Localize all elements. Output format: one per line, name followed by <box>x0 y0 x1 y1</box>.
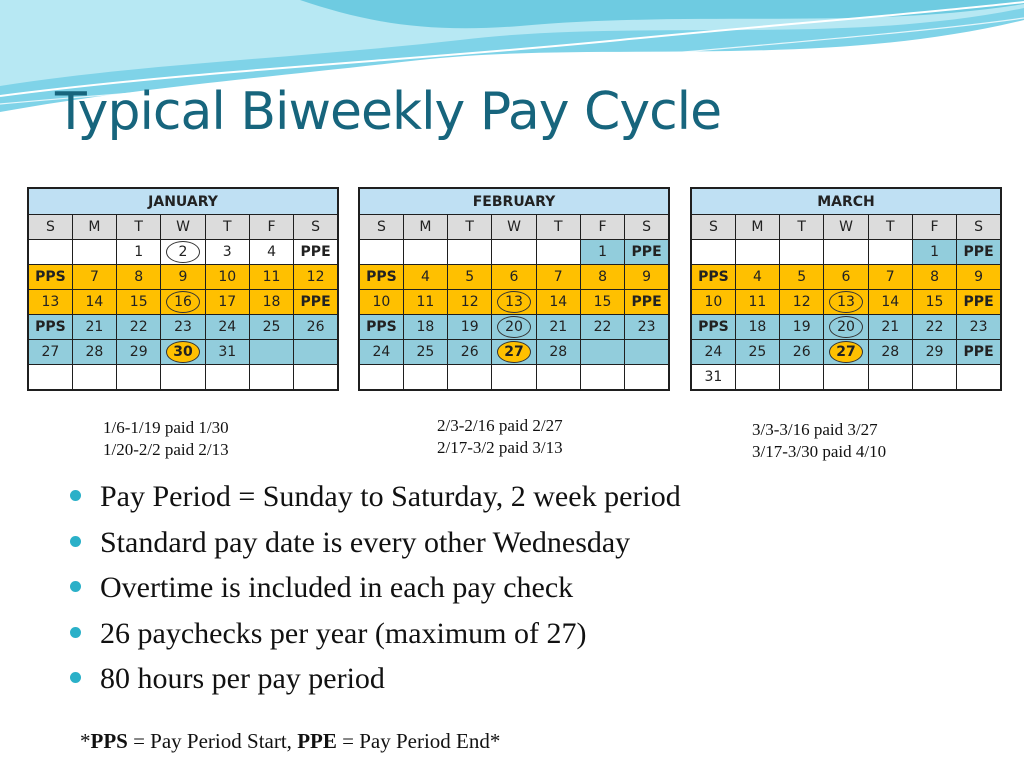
calendar-empty-cell <box>72 240 116 265</box>
calendar-day-cell: 25 <box>403 340 447 365</box>
calendar-day-cell <box>492 290 536 315</box>
bullet-item <box>70 613 681 659</box>
bullet-text: 26 paychecks per year (maximum of 27) <box>100 616 587 650</box>
weekday-header: F <box>249 215 293 240</box>
calendar-empty-cell <box>580 340 624 365</box>
calendar-day-cell: 15 <box>912 290 956 315</box>
calendar-day-cell: 25 <box>735 340 779 365</box>
calendar-day-cell: 3 <box>205 240 249 265</box>
pay-week-circle: 13 <box>829 291 863 313</box>
legend-pps-text: = Pay Period Start, <box>127 729 298 753</box>
pay-week-circle: 20 <box>829 316 863 338</box>
calendar-empty-cell <box>359 240 403 265</box>
calendar-day-cell: 26 <box>448 340 492 365</box>
weekday-header: T <box>205 215 249 240</box>
bullet-item <box>70 567 681 613</box>
pay-period-marker: PPE <box>294 290 338 315</box>
calendar-empty-cell <box>294 340 338 365</box>
weekday-header: T <box>868 215 912 240</box>
abbreviation-legend <box>80 729 500 754</box>
calendar-day-cell: 6 <box>824 265 868 290</box>
pay-note-line: 2/17-3/2 paid 3/13 <box>437 438 563 457</box>
calendar-empty-cell <box>912 365 956 391</box>
weekday-header: F <box>580 215 624 240</box>
calendar-day-cell: 24 <box>205 315 249 340</box>
pay-period-marker: PPS <box>28 265 72 290</box>
calendar-january <box>27 187 339 391</box>
month-header: FEBRUARY <box>359 188 669 215</box>
calendar-day-cell: 18 <box>249 290 293 315</box>
calendar-empty-cell <box>161 365 205 391</box>
calendar-day-cell: 14 <box>72 290 116 315</box>
calendar-day-cell: 28 <box>868 340 912 365</box>
calendar-empty-cell <box>205 365 249 391</box>
calendar-day-cell: 31 <box>691 365 735 391</box>
calendar-empty-cell <box>735 365 779 391</box>
calendar-day-cell: 21 <box>536 315 580 340</box>
calendar-day-cell: 22 <box>117 315 161 340</box>
weekday-header: F <box>912 215 956 240</box>
pay-week-circle: 13 <box>497 291 531 313</box>
bullet-text: Pay Period = Sunday to Saturday, 2 week period <box>100 480 681 513</box>
calendar-day-cell: 9 <box>957 265 1001 290</box>
bullet-item <box>70 476 681 522</box>
calendar-day-cell: 26 <box>780 340 824 365</box>
calendar-day-cell: 10 <box>691 290 735 315</box>
calendar-empty-cell <box>28 365 72 391</box>
bullet-text: Overtime is included in each pay check <box>100 571 574 604</box>
calendar-day-cell: 23 <box>957 315 1001 340</box>
bullet-text: Standard pay date is every other Wednesday <box>100 525 631 559</box>
calendar-empty-cell <box>868 240 912 265</box>
calendar-day-cell: 25 <box>249 315 293 340</box>
calendar-day-cell: 7 <box>536 265 580 290</box>
calendar-day-cell: 26 <box>294 315 338 340</box>
weekday-header: M <box>735 215 779 240</box>
calendar-day-cell: 4 <box>735 265 779 290</box>
pay-period-marker: PPS <box>359 315 403 340</box>
calendar-empty-cell <box>359 365 403 391</box>
calendar-day-cell: 8 <box>912 265 956 290</box>
pay-note-january <box>103 417 229 461</box>
slide-title: Typical Biweekly Pay Cycle <box>55 82 722 142</box>
weekday-header: W <box>161 215 205 240</box>
calendar-empty-cell <box>868 365 912 391</box>
bullet-list <box>70 476 681 704</box>
weekday-header: M <box>403 215 447 240</box>
pay-period-marker: PPS <box>28 315 72 340</box>
weekday-header: T <box>780 215 824 240</box>
bullet-dot-icon <box>70 490 81 501</box>
weekday-header: M <box>72 215 116 240</box>
pay-note-march <box>752 419 886 463</box>
weekday-header: W <box>492 215 536 240</box>
pay-week-circle: 2 <box>166 241 200 263</box>
pay-period-marker: PPS <box>691 265 735 290</box>
weekday-header: S <box>957 215 1001 240</box>
calendar-day-cell: 5 <box>780 265 824 290</box>
bullet-item <box>70 522 681 568</box>
weekday-header: S <box>625 215 669 240</box>
calendar-empty-cell <box>294 365 338 391</box>
pay-note-line: 3/17-3/30 paid 4/10 <box>752 442 887 461</box>
calendar-day-cell: 11 <box>735 290 779 315</box>
pay-period-marker: PPS <box>691 315 735 340</box>
pay-note-line: 1/20-2/2 paid 2/13 <box>103 440 229 459</box>
weekday-header: W <box>824 215 868 240</box>
calendar-empty-cell <box>403 365 447 391</box>
weekday-header: S <box>691 215 735 240</box>
calendar-day-cell: 21 <box>72 315 116 340</box>
calendar-day-cell: 23 <box>161 315 205 340</box>
calendar-day-cell: 23 <box>625 315 669 340</box>
calendar-day-cell: 1 <box>580 240 624 265</box>
calendar-day-cell: 28 <box>536 340 580 365</box>
calendar-empty-cell <box>448 240 492 265</box>
calendar-day-cell: 22 <box>580 315 624 340</box>
calendar-day-cell: 9 <box>161 265 205 290</box>
pay-note-february <box>437 415 563 459</box>
calendar-day-cell: 28 <box>72 340 116 365</box>
calendar-day-cell: 8 <box>117 265 161 290</box>
calendar-empty-cell <box>492 240 536 265</box>
calendar-empty-cell <box>536 240 580 265</box>
calendar-day-cell: 4 <box>249 240 293 265</box>
calendar-empty-cell <box>28 240 72 265</box>
calendar-day-cell: 18 <box>735 315 779 340</box>
calendar-day-cell: 27 <box>28 340 72 365</box>
payday-circle: 27 <box>829 341 863 363</box>
calendar-empty-cell <box>735 240 779 265</box>
calendar-day-cell: 12 <box>780 290 824 315</box>
payday-circle: 30 <box>166 341 200 363</box>
calendar-day-cell: 11 <box>403 290 447 315</box>
calendar-day-cell: 22 <box>912 315 956 340</box>
pay-note-line: 3/3-3/16 paid 3/27 <box>752 420 878 439</box>
calendar-empty-cell <box>492 365 536 391</box>
calendar-day-cell: 29 <box>117 340 161 365</box>
legend-prefix: * <box>80 729 91 753</box>
bullet-item <box>70 658 681 704</box>
calendar-day-cell: 5 <box>448 265 492 290</box>
calendar-empty-cell <box>249 340 293 365</box>
calendar-day-cell <box>824 340 868 365</box>
weekday-header: S <box>359 215 403 240</box>
pay-period-marker: PPE <box>625 290 669 315</box>
calendar-empty-cell <box>448 365 492 391</box>
calendar-day-cell: 18 <box>403 315 447 340</box>
month-header: JANUARY <box>28 188 338 215</box>
calendar-day-cell <box>492 315 536 340</box>
pay-week-circle: 16 <box>166 291 200 313</box>
weekday-header: T <box>448 215 492 240</box>
calendar-empty-cell <box>824 240 868 265</box>
calendar-empty-cell <box>403 240 447 265</box>
calendar-day-cell: 12 <box>294 265 338 290</box>
legend-pps-abbr: PPS <box>90 729 128 753</box>
calendar-day-cell: 24 <box>691 340 735 365</box>
pay-note-line: 2/3-2/16 paid 2/27 <box>437 416 563 435</box>
calendar-day-cell: 19 <box>448 315 492 340</box>
pay-period-marker: PPE <box>957 290 1001 315</box>
calendar-empty-cell <box>691 240 735 265</box>
calendar-day-cell: 7 <box>868 265 912 290</box>
calendar-empty-cell <box>625 365 669 391</box>
calendar-day-cell: 10 <box>359 290 403 315</box>
pay-period-marker: PPE <box>957 340 1001 365</box>
calendar-empty-cell <box>72 365 116 391</box>
weekday-header: S <box>28 215 72 240</box>
calendar-day-cell: 1 <box>912 240 956 265</box>
bullet-dot-icon <box>70 581 81 592</box>
calendar-day-cell: 14 <box>868 290 912 315</box>
calendar-day-cell <box>824 290 868 315</box>
calendar-day-cell: 4 <box>403 265 447 290</box>
calendar-day-cell: 6 <box>492 265 536 290</box>
calendar-february <box>358 187 670 391</box>
calendar-day-cell: 15 <box>117 290 161 315</box>
weekday-header: T <box>536 215 580 240</box>
calendar-day-cell: 17 <box>205 290 249 315</box>
weekday-header: T <box>117 215 161 240</box>
calendar-day-cell: 10 <box>205 265 249 290</box>
weekday-header: S <box>294 215 338 240</box>
calendar-day-cell: 19 <box>780 315 824 340</box>
calendar-day-cell: 8 <box>580 265 624 290</box>
calendar-march <box>690 187 1002 391</box>
calendar-day-cell <box>161 290 205 315</box>
calendar-day-cell: 11 <box>249 265 293 290</box>
legend-ppe-abbr: PPE <box>297 729 337 753</box>
calendar-day-cell: 9 <box>625 265 669 290</box>
calendar-empty-cell <box>780 240 824 265</box>
calendar-empty-cell <box>957 365 1001 391</box>
calendar-empty-cell <box>249 365 293 391</box>
month-header: MARCH <box>691 188 1001 215</box>
calendar-day-cell <box>161 340 205 365</box>
calendar-day-cell: 31 <box>205 340 249 365</box>
pay-period-marker: PPE <box>625 240 669 265</box>
calendar-day-cell <box>492 340 536 365</box>
pay-week-circle: 20 <box>497 316 531 338</box>
calendar-day-cell: 13 <box>28 290 72 315</box>
calendar-empty-cell <box>117 365 161 391</box>
bullet-dot-icon <box>70 627 81 638</box>
legend-ppe-text: = Pay Period End* <box>336 729 501 753</box>
calendar-day-cell: 14 <box>536 290 580 315</box>
pay-period-marker: PPE <box>294 240 338 265</box>
pay-period-marker: PPE <box>957 240 1001 265</box>
calendar-day-cell <box>161 240 205 265</box>
calendar-empty-cell <box>625 340 669 365</box>
calendar-day-cell: 21 <box>868 315 912 340</box>
payday-circle: 27 <box>497 341 531 363</box>
bullet-dot-icon <box>70 536 81 547</box>
calendar-empty-cell <box>580 365 624 391</box>
calendar-day-cell: 24 <box>359 340 403 365</box>
calendar-day-cell: 15 <box>580 290 624 315</box>
bullet-dot-icon <box>70 672 81 683</box>
bullet-text: 80 hours per pay period <box>100 662 385 695</box>
pay-period-marker: PPS <box>359 265 403 290</box>
calendar-day-cell: 12 <box>448 290 492 315</box>
pay-note-line: 1/6-1/19 paid 1/30 <box>103 418 229 437</box>
calendar-empty-cell <box>824 365 868 391</box>
calendar-day-cell: 1 <box>117 240 161 265</box>
calendar-day-cell <box>824 315 868 340</box>
calendar-day-cell: 29 <box>912 340 956 365</box>
calendar-day-cell: 7 <box>72 265 116 290</box>
calendar-empty-cell <box>780 365 824 391</box>
calendar-empty-cell <box>536 365 580 391</box>
